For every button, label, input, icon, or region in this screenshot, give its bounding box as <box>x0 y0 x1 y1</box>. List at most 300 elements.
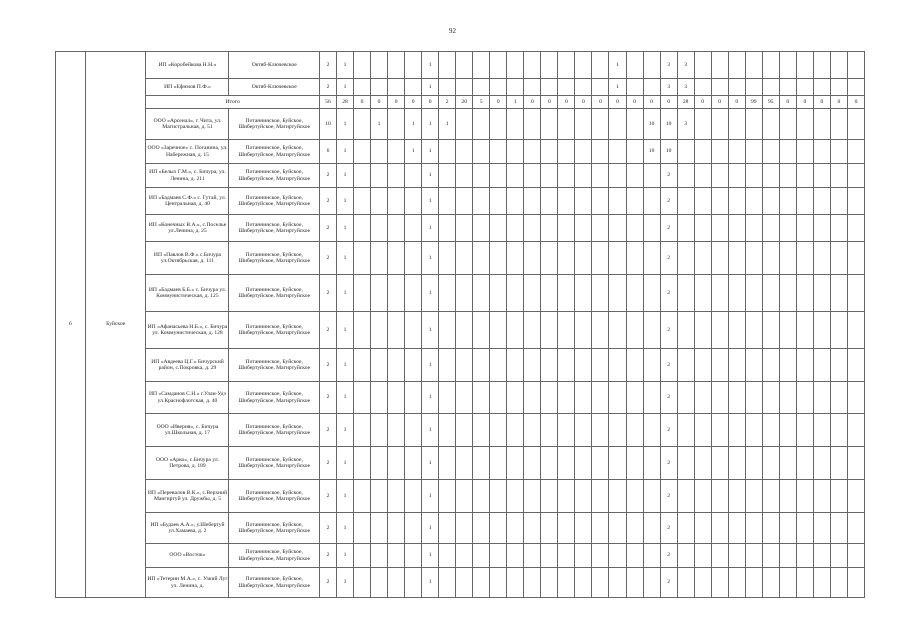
quota-cell <box>813 140 830 164</box>
quota-cell <box>592 414 609 447</box>
quota-cell <box>473 480 490 513</box>
quota-cell <box>558 164 575 188</box>
quota-cell <box>847 382 864 414</box>
quota-cell <box>813 242 830 275</box>
hunting-area: Потаннинское, Буйское, Шибертуйское, Магиртуйское <box>229 349 319 382</box>
total-label: Итого <box>146 96 319 109</box>
quota-cell: 2 <box>660 349 677 382</box>
quota-cell <box>813 513 830 544</box>
quota-cell <box>371 568 388 598</box>
quota-cell <box>490 312 507 349</box>
quota-cell: 0 <box>354 96 371 109</box>
quota-cell: 1 <box>336 312 353 349</box>
quota-cell <box>388 215 405 242</box>
quota-cell <box>405 52 422 79</box>
quota-cell: 0 <box>422 96 439 109</box>
quota-cell <box>728 52 745 79</box>
organization-name: ИП «Самданов С.Н.» г.Улан-Удэ ул.Краснофлотская, д. 40 <box>146 382 229 414</box>
quota-cell: 1 <box>422 140 439 164</box>
quota-cell <box>830 349 847 382</box>
quota-cell <box>796 140 813 164</box>
quota-cell: 3 <box>677 109 694 140</box>
quota-cell <box>456 140 473 164</box>
quota-cell <box>813 275 830 312</box>
quota-cell <box>405 349 422 382</box>
quota-cell <box>541 164 558 188</box>
quota-cell <box>558 513 575 544</box>
quota-cell <box>388 513 405 544</box>
quota-cell <box>354 52 371 79</box>
quota-cell <box>388 188 405 215</box>
quota-cell: 0 <box>541 96 558 109</box>
quota-cell <box>694 164 711 188</box>
quota-cell <box>847 513 864 544</box>
quota-cell <box>592 480 609 513</box>
quota-cell <box>439 349 456 382</box>
quota-cell <box>592 242 609 275</box>
quota-cell <box>524 52 541 79</box>
quota-cell <box>813 382 830 414</box>
quota-cell <box>694 242 711 275</box>
quota-cell <box>558 52 575 79</box>
organization-name: ИП «Будаев А.А.», у.Шебертуй ул.Хамаева, д. 2 <box>146 513 229 544</box>
quota-cell <box>524 544 541 568</box>
table-row <box>56 382 865 414</box>
quota-cell <box>575 275 592 312</box>
quota-cell <box>388 382 405 414</box>
quota-cell <box>371 52 388 79</box>
quota-cell: 10 <box>660 140 677 164</box>
quota-cell: 0 <box>660 96 677 109</box>
quota-cell <box>762 164 779 188</box>
quota-cell <box>456 382 473 414</box>
quota-cell: 20 <box>456 96 473 109</box>
quota-cell <box>830 312 847 349</box>
quota-cell <box>371 349 388 382</box>
quota-cell <box>490 480 507 513</box>
quota-cell <box>796 480 813 513</box>
quota-cell <box>541 414 558 447</box>
quota-cell: 1 <box>422 275 439 312</box>
quota-cell <box>643 414 660 447</box>
quota-cell <box>575 513 592 544</box>
quota-cell: 2 <box>439 96 456 109</box>
quota-cell <box>711 513 728 544</box>
quota-cell <box>592 349 609 382</box>
quota-cell <box>456 513 473 544</box>
quota-cell <box>711 382 728 414</box>
quota-cell <box>643 480 660 513</box>
quota-cell <box>558 447 575 480</box>
quota-cell <box>813 215 830 242</box>
quota-cell: 2 <box>319 242 336 275</box>
quota-cell <box>745 544 762 568</box>
quota-cell <box>473 140 490 164</box>
quota-cell <box>847 242 864 275</box>
quota-cell <box>507 382 524 414</box>
quota-cell <box>847 109 864 140</box>
quota-cell <box>371 79 388 96</box>
quota-cell <box>813 164 830 188</box>
organization-name: ООО «Восток» <box>146 544 229 568</box>
quota-cell <box>796 215 813 242</box>
hunting-area: Потаннинское, Буйское, Шибертуйское, Магиртуйское <box>229 568 319 598</box>
quota-cell <box>405 568 422 598</box>
quota-cell: 0 <box>626 96 643 109</box>
quota-cell: 10 <box>643 140 660 164</box>
quota-cell <box>694 275 711 312</box>
quota-cell: 0 <box>558 96 575 109</box>
quota-cell <box>456 544 473 568</box>
quota-cell <box>830 382 847 414</box>
quota-cell <box>456 480 473 513</box>
quota-cell <box>592 79 609 96</box>
quota-cell <box>592 140 609 164</box>
quota-cell: 2 <box>319 382 336 414</box>
quota-cell: 2 <box>319 275 336 312</box>
quota-cell <box>575 480 592 513</box>
quota-cell <box>728 349 745 382</box>
quota-cell <box>524 480 541 513</box>
quota-cell <box>558 188 575 215</box>
quota-cell <box>830 414 847 447</box>
quota-cell <box>762 414 779 447</box>
quota-cell <box>779 140 796 164</box>
quota-cell <box>745 382 762 414</box>
quota-cell <box>626 52 643 79</box>
quota-cell <box>405 312 422 349</box>
quota-cell <box>473 164 490 188</box>
hunting-area: Октяб-Ключевское <box>229 52 319 79</box>
hunting-area: Октяб-Ключевское <box>229 79 319 96</box>
quota-cell: 1 <box>336 544 353 568</box>
quota-cell <box>524 349 541 382</box>
quota-cell <box>745 349 762 382</box>
quota-cell: 1 <box>336 164 353 188</box>
quota-cell <box>524 109 541 140</box>
quota-cell <box>524 215 541 242</box>
quota-cell: 0 <box>779 96 796 109</box>
quota-cell <box>388 349 405 382</box>
quota-cell <box>388 109 405 140</box>
quota-cell <box>762 568 779 598</box>
quota-cell <box>541 242 558 275</box>
quota-cell: 1 <box>336 447 353 480</box>
quota-cell: 1 <box>336 349 353 382</box>
quota-cell: 2 <box>319 188 336 215</box>
quota-cell <box>541 188 558 215</box>
quota-cell <box>558 480 575 513</box>
quota-cell <box>541 312 558 349</box>
quota-cell <box>490 544 507 568</box>
quota-cell <box>456 164 473 188</box>
quota-cell: 1 <box>609 52 626 79</box>
quota-cell <box>439 312 456 349</box>
quota-cell: 1 <box>422 79 439 96</box>
quota-cell <box>830 164 847 188</box>
quota-cell <box>473 568 490 598</box>
quota-cell <box>575 544 592 568</box>
quota-cell <box>677 215 694 242</box>
quota-cell <box>507 188 524 215</box>
quota-cell <box>388 544 405 568</box>
quota-cell <box>592 513 609 544</box>
quota-cell <box>626 140 643 164</box>
organization-name: ООО «Арко», с.Бичура ул. Петрова, д. 189 <box>146 447 229 480</box>
quota-cell <box>405 79 422 96</box>
quota-cell <box>439 164 456 188</box>
table-row <box>56 79 865 96</box>
quota-cell: 1 <box>336 140 353 164</box>
quota-cell <box>507 79 524 96</box>
hunting-area: Потаннинское, Буйское, Шибертуйское, Магиртуйское <box>229 109 319 140</box>
quota-cell <box>694 52 711 79</box>
table-row <box>56 480 865 513</box>
quota-cell <box>745 79 762 96</box>
organization-name: ИП «Белых Г.М.», с. Бичура, ул. Ленина, д. 211 <box>146 164 229 188</box>
quota-cell <box>677 447 694 480</box>
quota-cell <box>490 275 507 312</box>
quota-cell <box>439 79 456 96</box>
quota-cell <box>592 382 609 414</box>
quota-cell <box>796 513 813 544</box>
quota-cell <box>592 568 609 598</box>
quota-cell <box>796 109 813 140</box>
quota-cell <box>813 52 830 79</box>
quota-cell <box>762 109 779 140</box>
quota-cell: 1 <box>422 52 439 79</box>
quota-cell <box>694 480 711 513</box>
quota-cell <box>354 275 371 312</box>
quota-cell <box>830 544 847 568</box>
quota-cell <box>779 414 796 447</box>
quota-cell <box>456 312 473 349</box>
quota-cell: 2 <box>319 544 336 568</box>
quota-cell: 1 <box>336 414 353 447</box>
quota-cell <box>677 480 694 513</box>
quota-cell <box>558 242 575 275</box>
quota-cell <box>388 140 405 164</box>
quota-cell <box>354 312 371 349</box>
quota-cell: 2 <box>660 480 677 513</box>
quota-cell: 1 <box>439 109 456 140</box>
quota-cell <box>371 188 388 215</box>
quota-cell <box>371 382 388 414</box>
quota-cell: 0 <box>796 96 813 109</box>
quota-cell <box>694 447 711 480</box>
quota-cell <box>456 349 473 382</box>
quota-cell <box>745 414 762 447</box>
quota-cell <box>796 275 813 312</box>
quota-cell <box>847 215 864 242</box>
quota-cell: 0 <box>711 96 728 109</box>
quota-cell <box>711 188 728 215</box>
quota-cell <box>507 242 524 275</box>
quota-cell <box>694 349 711 382</box>
quota-cell <box>609 109 626 140</box>
quota-cell <box>354 544 371 568</box>
quota-cell <box>830 188 847 215</box>
quota-cell <box>388 52 405 79</box>
quota-table-body <box>56 52 865 598</box>
quota-cell <box>779 52 796 79</box>
quota-cell <box>388 568 405 598</box>
quota-cell <box>354 480 371 513</box>
table-row <box>56 109 865 140</box>
quota-cell <box>796 188 813 215</box>
quota-cell <box>541 52 558 79</box>
quota-cell <box>728 242 745 275</box>
quota-cell <box>473 312 490 349</box>
quota-cell <box>575 52 592 79</box>
quota-cell <box>796 447 813 480</box>
quota-cell <box>439 140 456 164</box>
quota-cell: 2 <box>660 568 677 598</box>
quota-cell <box>371 242 388 275</box>
quota-cell <box>830 109 847 140</box>
quota-cell <box>439 568 456 598</box>
quota-cell <box>575 447 592 480</box>
quota-cell <box>779 312 796 349</box>
quota-cell: 2 <box>319 414 336 447</box>
quota-cell <box>388 312 405 349</box>
quota-cell: 1 <box>422 382 439 414</box>
quota-cell <box>558 275 575 312</box>
quota-cell <box>847 188 864 215</box>
quota-cell: 2 <box>660 414 677 447</box>
quota-cell <box>490 242 507 275</box>
table-row <box>56 215 865 242</box>
organization-name: ИП «Конечных В.А.», с.Поселье ул.Ленина, д. 25 <box>146 215 229 242</box>
quota-cell <box>507 447 524 480</box>
quota-cell <box>711 52 728 79</box>
hunting-area: Потаннинское, Буйское, Шибертуйское, Магиртуйское <box>229 414 319 447</box>
quota-cell <box>541 215 558 242</box>
quota-cell <box>507 275 524 312</box>
quota-cell <box>609 275 626 312</box>
quota-cell <box>779 513 796 544</box>
quota-cell: 1 <box>422 568 439 598</box>
quota-cell <box>779 188 796 215</box>
quota-cell <box>507 480 524 513</box>
quota-cell <box>524 164 541 188</box>
quota-cell <box>354 164 371 188</box>
quota-cell: 0 <box>609 96 626 109</box>
quota-cell <box>541 544 558 568</box>
quota-cell <box>779 568 796 598</box>
quota-cell: 1 <box>422 447 439 480</box>
quota-cell <box>371 544 388 568</box>
quota-cell: 2 <box>319 447 336 480</box>
quota-cell <box>745 312 762 349</box>
quota-cell <box>711 480 728 513</box>
quota-cell: 3 <box>660 79 677 96</box>
quota-cell <box>745 164 762 188</box>
quota-cell: 1 <box>336 109 353 140</box>
quota-cell <box>405 414 422 447</box>
quota-cell <box>558 349 575 382</box>
quota-cell <box>745 568 762 598</box>
quota-cell: 95 <box>762 96 779 109</box>
quota-cell: 3 <box>660 52 677 79</box>
quota-cell <box>762 275 779 312</box>
quota-cell <box>592 188 609 215</box>
quota-cell <box>830 275 847 312</box>
quota-cell <box>711 349 728 382</box>
quota-cell <box>592 312 609 349</box>
quota-cell <box>830 215 847 242</box>
quota-cell <box>558 312 575 349</box>
quota-cell <box>677 242 694 275</box>
quota-cell <box>796 568 813 598</box>
quota-cell <box>609 349 626 382</box>
quota-cell <box>354 568 371 598</box>
quota-cell <box>728 188 745 215</box>
quota-cell <box>473 215 490 242</box>
quota-cell <box>779 480 796 513</box>
quota-cell <box>677 164 694 188</box>
table-row <box>56 414 865 447</box>
quota-cell <box>575 568 592 598</box>
quota-cell <box>711 544 728 568</box>
quota-cell: 0 <box>371 96 388 109</box>
quota-cell: 1 <box>609 79 626 96</box>
quota-cell <box>473 414 490 447</box>
quota-cell <box>541 382 558 414</box>
quota-cell: 0 <box>728 96 745 109</box>
quota-cell <box>592 447 609 480</box>
organization-name: ИП «Авдеева Ц.Г.» Бичурский район, с.Покровка, д. 29 <box>146 349 229 382</box>
quota-cell: 0 <box>830 96 847 109</box>
quota-cell <box>371 447 388 480</box>
quota-cell <box>762 382 779 414</box>
quota-cell <box>694 312 711 349</box>
quota-cell <box>728 414 745 447</box>
page-number: 92 <box>449 27 456 35</box>
quota-cell <box>439 513 456 544</box>
quota-cell <box>388 414 405 447</box>
quota-cell <box>643 544 660 568</box>
table-row <box>56 544 865 568</box>
quota-cell <box>524 275 541 312</box>
quota-cell <box>779 109 796 140</box>
quota-cell <box>762 513 779 544</box>
quota-cell <box>439 447 456 480</box>
quota-cell <box>558 568 575 598</box>
table-row <box>56 140 865 164</box>
quota-cell <box>609 447 626 480</box>
quota-cell <box>609 568 626 598</box>
quota-cell: 2 <box>319 349 336 382</box>
quota-cell <box>371 312 388 349</box>
quota-cell: 2 <box>660 513 677 544</box>
quota-cell <box>677 382 694 414</box>
quota-cell <box>796 349 813 382</box>
quota-cell: 0 <box>524 96 541 109</box>
quota-cell <box>541 349 558 382</box>
quota-cell <box>779 79 796 96</box>
quota-cell: 1 <box>336 568 353 598</box>
quota-cell <box>711 242 728 275</box>
quota-cell <box>626 544 643 568</box>
quota-cell <box>473 382 490 414</box>
quota-cell <box>439 215 456 242</box>
quota-cell <box>507 513 524 544</box>
quota-cell: 56 <box>319 96 336 109</box>
quota-cell <box>388 447 405 480</box>
quota-cell <box>609 480 626 513</box>
quota-cell <box>694 109 711 140</box>
